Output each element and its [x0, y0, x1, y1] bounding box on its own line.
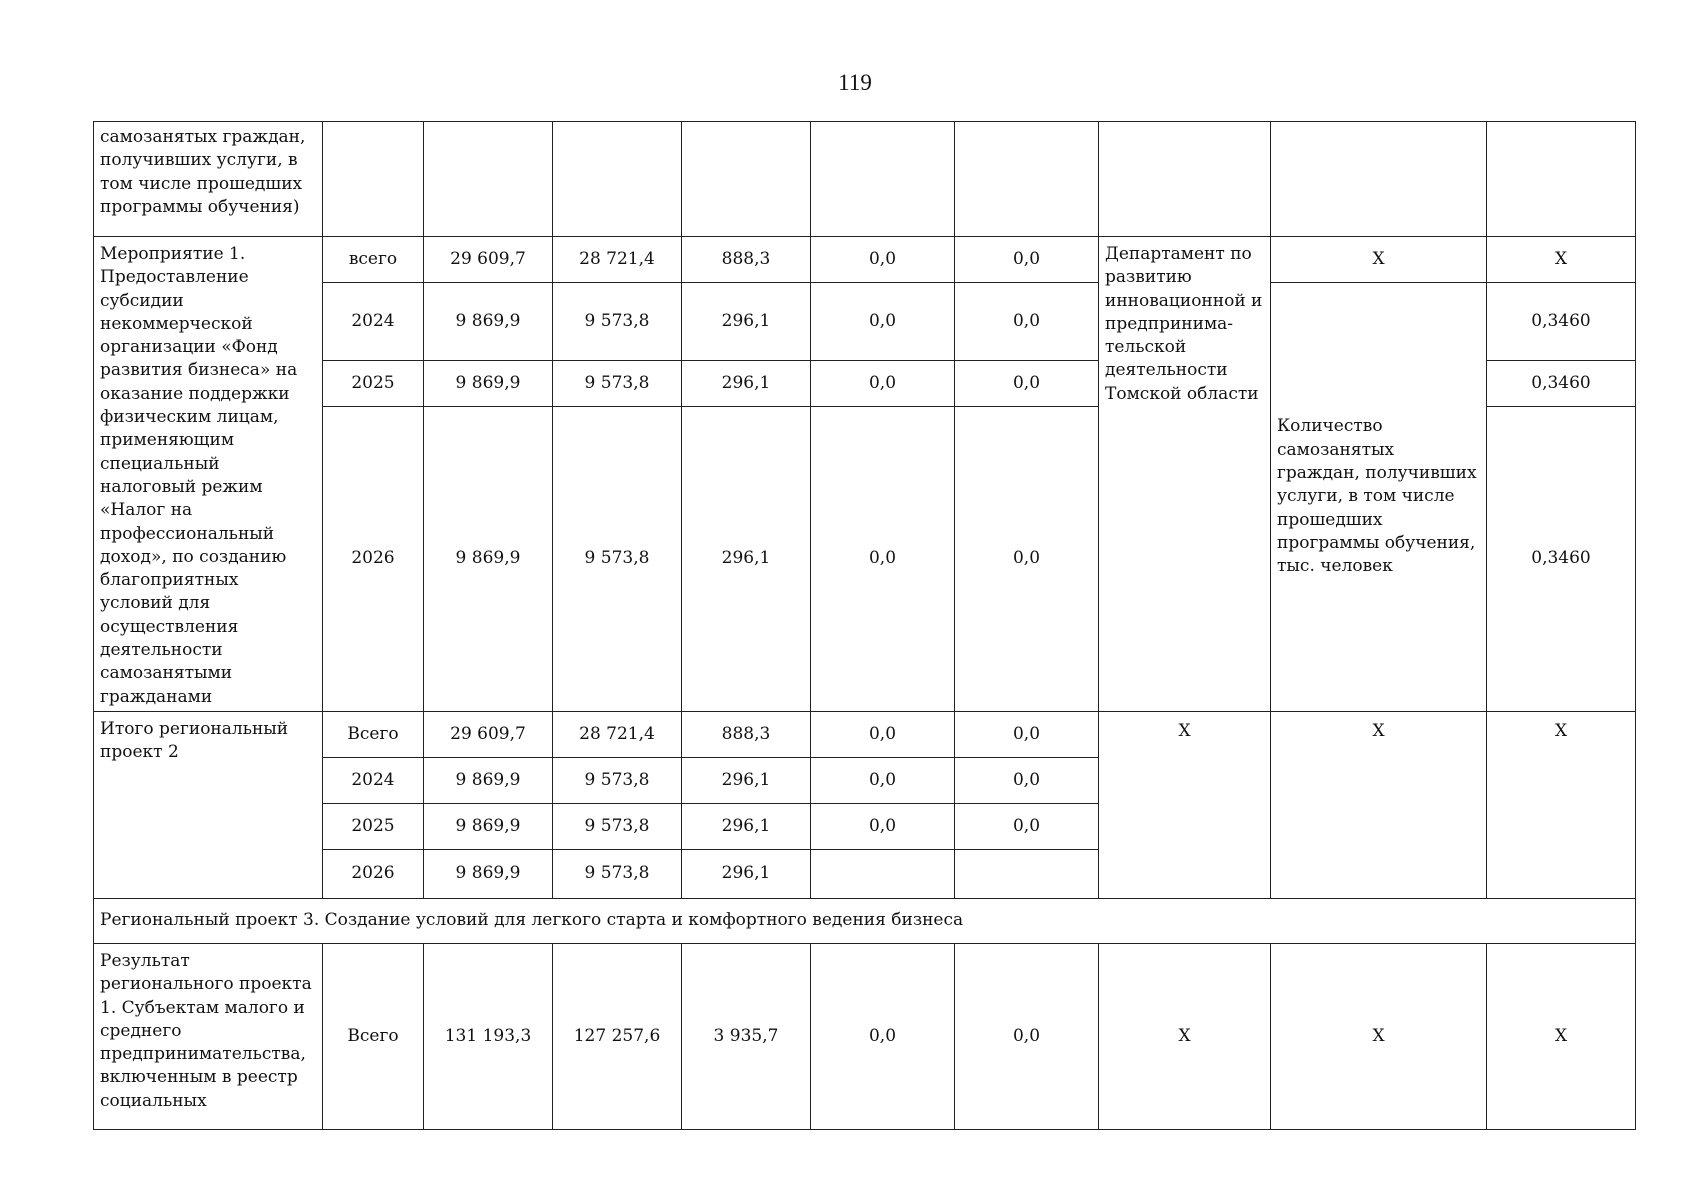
- value-cell: 9 573,8: [553, 406, 682, 711]
- result-name: Результат регионального проекта 1. Субъектам малого и среднего предпринимательства, включенным в реестр социальных: [94, 943, 323, 1129]
- indicator-value-cell: 0,3460: [1487, 406, 1636, 711]
- period-cell: всего: [323, 237, 424, 283]
- table-cell: [553, 122, 682, 237]
- value-cell: 9 573,8: [553, 283, 682, 361]
- row-label: самозанятых граждан, получивших услуги, в том числе прошедших программы обучения): [94, 122, 323, 237]
- value-cell: 888,3: [682, 711, 811, 757]
- budget-table: [93, 121, 1636, 1130]
- value-cell: 296,1: [682, 849, 811, 898]
- value-cell: 0,0: [955, 943, 1099, 1129]
- value-cell: 0,0: [811, 943, 955, 1129]
- period-cell: 2025: [323, 803, 424, 849]
- value-cell: 0,0: [955, 283, 1099, 361]
- value-cell: 296,1: [682, 283, 811, 361]
- value-cell: 9 573,8: [553, 849, 682, 898]
- value-cell: 0,0: [955, 803, 1099, 849]
- table-row: [94, 237, 1636, 283]
- indicator-value-cell: 0,3460: [1487, 360, 1636, 406]
- indicator-cell: Х: [1271, 237, 1487, 283]
- table-cell: [1487, 122, 1636, 237]
- period-cell: 2024: [323, 757, 424, 803]
- total-name: Итого региональный проект 2: [94, 711, 323, 898]
- value-cell: 29 609,7: [424, 237, 553, 283]
- indicator-value-cell: Х: [1487, 237, 1636, 283]
- value-cell: 0,0: [955, 360, 1099, 406]
- period-cell: 2026: [323, 849, 424, 898]
- indicator-value-cell: Х: [1487, 943, 1636, 1129]
- value-cell: 28 721,4: [553, 237, 682, 283]
- table-cell: [424, 122, 553, 237]
- value-cell: 296,1: [682, 757, 811, 803]
- period-cell: 2026: [323, 406, 424, 711]
- value-cell: 0,0: [811, 283, 955, 361]
- value-cell: 0,0: [955, 406, 1099, 711]
- table-cell: [682, 122, 811, 237]
- table-cell: [811, 122, 955, 237]
- value-cell: 29 609,7: [424, 711, 553, 757]
- table-cell: [1271, 122, 1487, 237]
- value-cell: 0,0: [811, 406, 955, 711]
- value-cell: 9 869,9: [424, 803, 553, 849]
- indicator-value-cell: Х: [1487, 711, 1636, 898]
- executor-cell: Департамент по развитию инновационной и предпринима-тельской деятельности Томской области: [1099, 237, 1271, 712]
- indicator-value-cell: 0,3460: [1487, 283, 1636, 361]
- table-row: [94, 283, 1636, 361]
- table-row: [94, 898, 1636, 943]
- value-cell: 28 721,4: [553, 711, 682, 757]
- table-cell: [955, 122, 1099, 237]
- value-cell: 9 573,8: [553, 757, 682, 803]
- value-cell: 9 869,9: [424, 849, 553, 898]
- value-cell: 888,3: [682, 237, 811, 283]
- value-cell: 0,0: [955, 757, 1099, 803]
- value-cell: 0,0: [811, 360, 955, 406]
- value-cell: 0,0: [811, 237, 955, 283]
- table-row: [94, 943, 1636, 1129]
- period-cell: 2025: [323, 360, 424, 406]
- table-cell: [1099, 122, 1271, 237]
- value-cell: 0,0: [811, 711, 955, 757]
- period-cell: 2024: [323, 283, 424, 361]
- value-cell: 9 869,9: [424, 283, 553, 361]
- event-name: Мероприятие 1. Предоставление субсидии некоммерческой организации «Фонд развития бизнеса» на оказание поддержки физическим лицам, применяющим специальный налоговый режим «Налог на профессиональный доход», по созданию благоприятных условий для осуществления деятельности самозанятыми гражданами: [94, 237, 323, 712]
- value-cell: 9 869,9: [424, 406, 553, 711]
- value-cell: 0,0: [955, 237, 1099, 283]
- value-cell: [955, 849, 1099, 898]
- period-cell: Всего: [323, 943, 424, 1129]
- value-cell: 296,1: [682, 406, 811, 711]
- value-cell: 127 257,6: [553, 943, 682, 1129]
- value-cell: 9 869,9: [424, 360, 553, 406]
- project-title: Региональный проект 3. Создание условий для легкого старта и комфортного ведения бизнеса: [94, 898, 1636, 943]
- executor-cell: Х: [1099, 711, 1271, 898]
- value-cell: 0,0: [811, 757, 955, 803]
- value-cell: 9 869,9: [424, 757, 553, 803]
- indicator-cell: Х: [1271, 943, 1487, 1129]
- period-cell: Всего: [323, 711, 424, 757]
- table-row: [94, 122, 1636, 237]
- value-cell: 3 935,7: [682, 943, 811, 1129]
- value-cell: 9 573,8: [553, 360, 682, 406]
- table-cell: [323, 122, 424, 237]
- value-cell: 296,1: [682, 803, 811, 849]
- value-cell: 0,0: [811, 803, 955, 849]
- value-cell: 9 573,8: [553, 803, 682, 849]
- table-row: [94, 711, 1636, 757]
- indicator-cell: Х: [1271, 711, 1487, 898]
- value-cell: 296,1: [682, 360, 811, 406]
- value-cell: [811, 849, 955, 898]
- value-cell: 131 193,3: [424, 943, 553, 1129]
- indicator-cell: Количество самозанятых граждан, получивших услуги, в том числе прошедших программы обучения, тыс. человек: [1271, 283, 1487, 712]
- value-cell: 0,0: [955, 711, 1099, 757]
- executor-cell: Х: [1099, 943, 1271, 1129]
- page-number: 119: [838, 70, 872, 95]
